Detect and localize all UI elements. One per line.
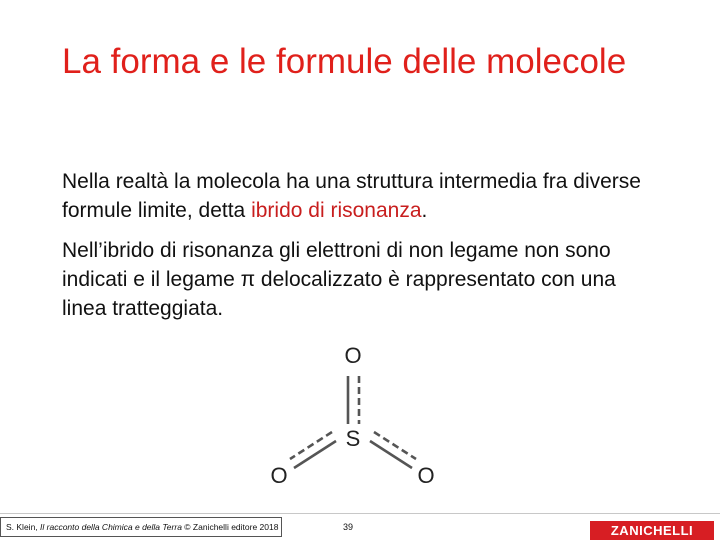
zanichelli-logo: ZANICHELLI <box>590 521 714 540</box>
paragraph-period: . <box>421 199 428 222</box>
bond-left-dashed <box>290 432 332 459</box>
bond-right-dashed <box>374 432 416 459</box>
paragraph-hybrid-explanation: Nell’ibrido di risonanza gli elettroni di non legame non sono indicati e il legame π delocalizzato è rappresentato con una linea tratteggiata. <box>62 239 616 320</box>
slide-title: La forma e le formule delle molecole <box>62 42 627 81</box>
atom-oxygen-left: O <box>270 463 288 488</box>
bond-left-solid <box>294 441 336 468</box>
highlight-term: ibrido di risonanza <box>251 199 422 222</box>
atom-oxygen-right: O <box>417 463 435 488</box>
so3-resonance-hybrid-diagram <box>260 338 450 490</box>
credit-book-title: Il racconto della Chimica e della Terra <box>40 522 182 532</box>
credit-author: S. Klein, <box>6 522 41 532</box>
atom-oxygen-top: O <box>344 343 362 368</box>
page-number: 39 <box>342 522 353 532</box>
bond-right-solid <box>370 441 412 468</box>
atom-sulfur: S <box>345 426 361 451</box>
credit-publisher: © Zanichelli editore 2018 <box>181 522 279 532</box>
footer-credit <box>6 520 278 534</box>
paragraph-text: Nella realtà la molecola ha una struttura intermedia fra diverse formule limite, detta <box>62 170 641 222</box>
footer-divider <box>0 513 720 514</box>
paragraph-resonance-definition <box>62 167 662 225</box>
